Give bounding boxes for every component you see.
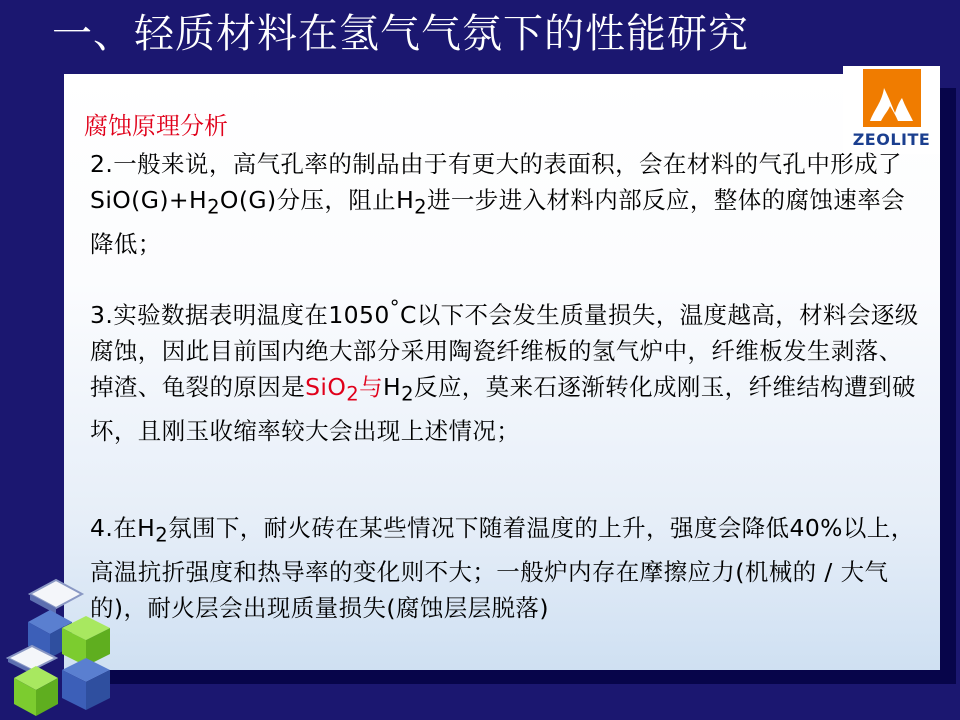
zeolite-logo [843, 66, 940, 154]
paragraph-2: 2.一般来说，高气孔率的制品由于有更大的表面积，会在材料的气孔中形成了$SiO(G)+H_2O(G)$分压，阻止$H_2$进一步进入材料内部反应，整体的腐蚀速率会降低； [90, 150, 905, 258]
decorative-cubes-icon [0, 570, 130, 720]
slide-title: 一、轻质材料在氢气气氛下的性能研究 [52, 11, 749, 57]
highlight-sio2: SiO$_2$与 [305, 372, 384, 406]
section-title: 腐蚀原理分析 [84, 112, 228, 140]
logo-text: ZEOLITE [852, 130, 931, 149]
flame-logo-icon [843, 66, 940, 130]
paragraph-4: 4.在$H_2$氛围下，耐火砖在某些情况下随着温度的上升，强度会降低40%以上，高温抗折强度和热导率的变化则不大；一般炉内存在摩擦应力(机械的 / 大气的)，耐火层会出现质量损失(腐蚀层层脱落) [90, 514, 915, 622]
paragraph-3: 3.实验数据表明温度在1050°C以下不会发生质量损失，温度越高，材料会逐级腐蚀，因此目前国内绝大部分采用陶瓷纤维板的氢气炉中，纤维板发生剥落、掉渣、龟裂的原因是SiO$_2$与$H_2$反应，莫来石逐渐转化成刚玉，纤维结构遭到破坏，且刚玉收缩率较大会出现上述情况； [90, 296, 919, 445]
